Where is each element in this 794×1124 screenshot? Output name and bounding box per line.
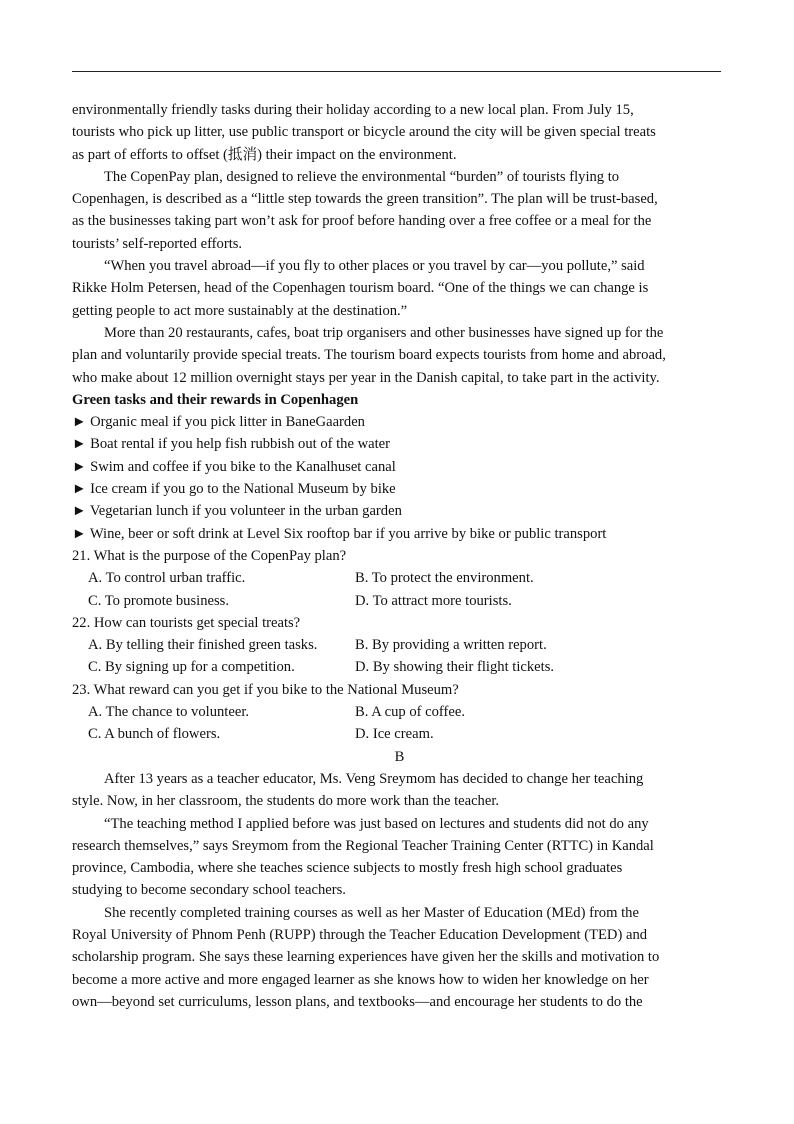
option-row [72,634,727,656]
text-line: become a more active and more engaged learner as she knows how to widen her knowledge on her [72,971,649,988]
text-line: “The teaching method I applied before was just based on lectures and students did not do any [104,815,649,832]
option-c[interactable]: C. By signing up for a competition. [88,659,295,676]
question-21 [72,545,727,612]
question-23 [72,679,727,746]
list-item: ► Ice cream if you go to the National Museum by bike [72,481,396,498]
option-a[interactable]: A. The chance to volunteer. [88,704,250,721]
question-stem: 23. What reward can you get if you bike to the National Museum? [72,681,459,698]
text-line: research themselves,” says Sreymom from the Regional Teacher Training Center (RTTC) in Kandal [72,837,654,854]
question-stem: 22. How can tourists get special treats? [72,614,301,631]
text-line: as part of efforts to offset (抵消) their impact on the environment. [72,146,457,163]
passage-a-paragraph-4 [72,322,727,389]
passage-b-paragraph-1 [72,768,727,813]
option-c[interactable]: C. To promote business. [88,592,229,609]
text-line: style. Now, in her classroom, the students do more work than the teacher. [72,793,500,810]
option-a[interactable]: A. By telling their finished green tasks. [88,637,318,654]
passage-a-paragraph-2 [72,166,727,255]
list-item: ► Swim and coffee if you bike to the Kanalhuset canal [72,458,396,475]
text-line: She recently completed training courses as well as her Master of Education (MEd) from the [104,904,639,921]
text-line: More than 20 restaurants, cafes, boat trip organisers and other businesses have signed up for the [104,324,664,341]
text-line: The CopenPay plan, designed to relieve the environmental “burden” of tourists flying to [104,168,620,185]
text-line: tourists who pick up litter, use public transport or bicycle around the city will be given special treats [72,124,656,141]
question-22 [72,612,727,679]
option-row [72,701,727,723]
text-line: Rikke Holm Petersen, head of the Copenhagen tourism board. “One of the things we can change is [72,280,649,297]
text-line: scholarship program. She says these learning experiences have given her the skills and motivation to [72,949,660,966]
list-item: ► Organic meal if you pick litter in BaneGaarden [72,414,365,431]
option-d[interactable]: D. By showing their flight tickets. [355,659,555,676]
header-rule [72,71,721,72]
option-row [72,567,727,589]
list-item: ► Boat rental if you help fish rubbish out of the water [72,436,391,453]
text-line: environmentally friendly tasks during their holiday according to a new local plan. From July 15, [72,102,634,118]
passage-a-paragraph-3 [72,255,727,322]
option-b[interactable]: B. To protect the environment. [355,570,534,587]
section-b-label: B [394,748,405,765]
option-row [72,723,727,745]
option-d[interactable]: D. Ice cream. [355,726,434,743]
text-line: “When you travel abroad—if you fly to other places or you travel by car—you pollute,” said [104,258,645,275]
option-a[interactable]: A. To control urban traffic. [88,570,246,587]
passage-b-paragraph-3 [72,902,727,1013]
text-line: as the businesses taking part won’t ask for proof before handing over a free coffee or a meal for the [72,213,652,230]
text-line: province, Cambodia, where she teaches science subjects to mostly fresh high school graduates [72,860,623,877]
question-stem: 21. What is the purpose of the CopenPay plan? [72,547,347,564]
text-line: studying to become secondary school teachers. [72,882,346,899]
rewards-list-heading: Green tasks and their rewards in Copenhagen [72,391,359,408]
option-b[interactable]: B. A cup of coffee. [355,704,465,721]
rewards-list [72,411,727,545]
list-item: ► Wine, beer or soft drink at Level Six rooftop bar if you arrive by bike or public transport [72,525,607,542]
option-b[interactable]: B. By providing a written report. [355,637,547,654]
exam-page [72,99,727,1013]
option-row [72,590,727,612]
text-line: After 13 years as a teacher educator, Ms. Veng Sreymom has decided to change her teaching [104,770,644,787]
text-line: Royal University of Phnom Penh (RUPP) through the Teacher Education Development (TED) and [72,926,648,943]
passage-a-paragraph-1 [72,99,727,166]
text-line: tourists’ self-reported efforts. [72,235,243,252]
text-line: own—beyond set curriculums, lesson plans, and textbooks—and encourage her students to do the [72,993,643,1010]
option-row [72,656,727,678]
list-item: ► Vegetarian lunch if you volunteer in the urban garden [72,503,402,520]
text-line: Copenhagen, is described as a “little step towards the green transition”. The plan will be trust-based, [72,191,658,208]
passage-b-paragraph-2 [72,813,727,902]
option-d[interactable]: D. To attract more tourists. [355,592,512,609]
text-line: getting people to act more sustainably at the destination.” [72,302,408,319]
text-line: plan and voluntarily provide special treats. The tourism board expects tourists from home and abroad, [72,347,666,364]
text-line: who make about 12 million overnight stays per year in the Danish capital, to take part in the activity. [72,369,660,386]
option-c[interactable]: C. A bunch of flowers. [88,726,221,743]
